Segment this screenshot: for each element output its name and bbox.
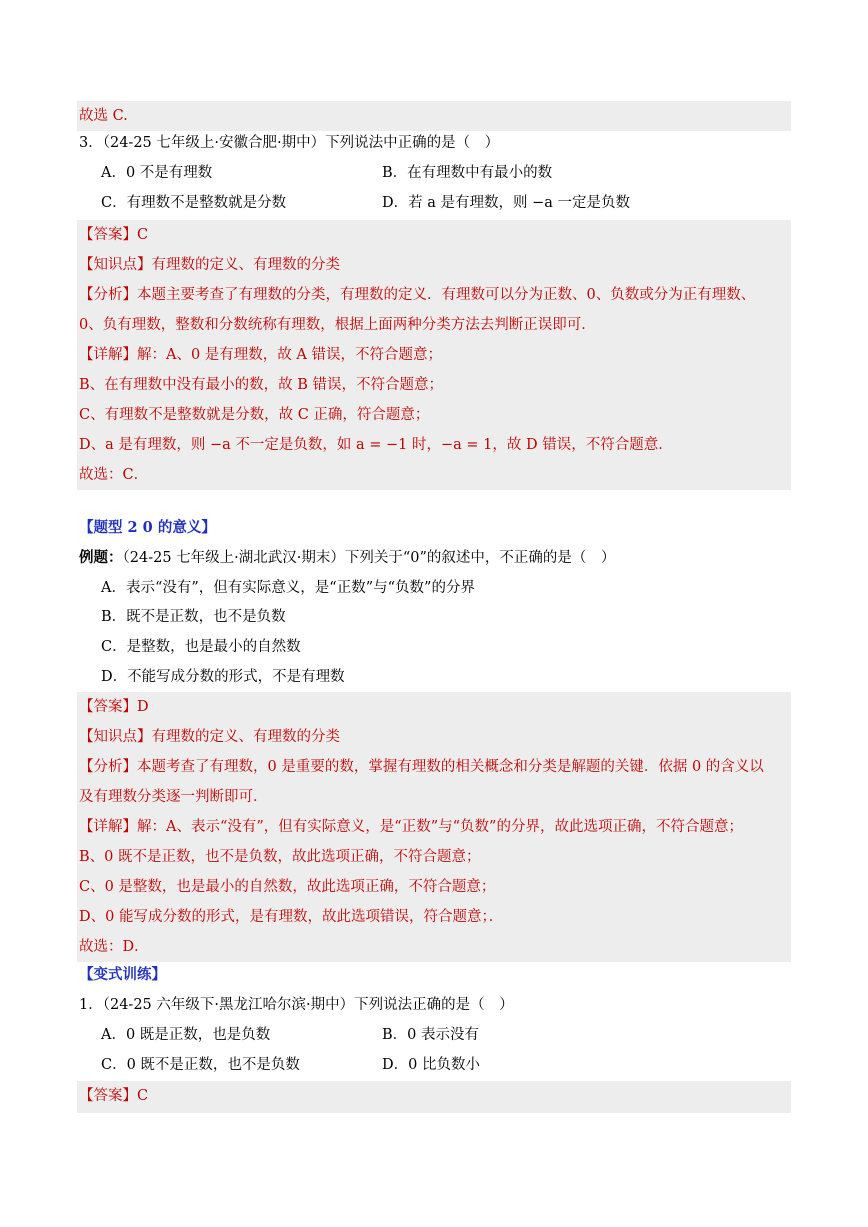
q3-option-d: D．若 a 是有理数，则 −a 一定是负数 [382,195,630,211]
q3-stem: 3．（24-25 七年级上·安徽合肥·期中）下列说法中正确的是（ ） [79,135,500,151]
q3-knowledge: 【知识点】有理数的定义、有理数的分类 [79,257,340,273]
example-option-a: A．表示“没有”，但有实际意义，是“正数”与“负数”的分界 [101,580,475,596]
variant-q1-option-b: B．0 表示没有 [382,1027,479,1043]
example-option-d: D．不能写成分数的形式，不是有理数 [101,669,345,685]
variant-q1-option-a: A．0 既是正数，也是负数 [101,1027,271,1043]
q3-detail-line2: B、在有理数中没有最小的数，故 B 错误，不符合题意； [79,377,444,393]
example-stem-line [79,543,615,573]
q3-solution-block [77,220,791,490]
q3-detail-line1: 【详解】解：A、0 是有理数，故 A 错误，不符合题意； [79,347,442,363]
example-detail-line2: B、0 既不是正数，也不是负数，故此选项正确，不符合题意； [79,849,481,865]
q3-analysis-line1: 【分析】本题主要考查了有理数的分类，有理数的定义．有理数可以分为正数、0、负数或分为正有理数、 [79,287,756,303]
example-conclusion: 故选：D． [79,939,149,955]
variant-q1-answer: 【答案】C [79,1088,149,1104]
example-stem: （24-25 七年级上·湖北武汉·期末）下列关于“0”的叙述中，不正确的是（ ） [122,550,616,566]
variant-q1-option-c: C．0 既不是正数，也不是负数 [101,1057,300,1073]
variant-heading: 【变式训练】 [79,966,166,983]
example-analysis-line2: 及有理数分类逐一判断即可． [79,789,268,805]
variant-q1-option-d: D．0 比负数小 [382,1057,480,1073]
q3-conclusion: 故选：C． [79,467,149,483]
q3-detail-line3: C、有理数不是整数就是分数，故 C 正确，符合题意； [79,407,430,423]
variant-q1-solution-block [77,1081,791,1113]
example-answer: 【答案】D [79,699,149,715]
example-detail-line3: C、0 是整数，也是最小的自然数，故此选项正确，不符合题意； [79,879,496,895]
prev-conclusion: 故选 C. [79,108,128,124]
q3-analysis-line2: 0、负有理数，整数和分数统称有理数，根据上面两种分类方法去判断正误即可． [79,317,596,333]
prev-solution-block [77,101,791,131]
q3-answer: 【答案】C [79,227,149,243]
q3-option-a: A．0 不是有理数 [101,165,213,181]
type2-heading: 【题型 2 0 的意义】 [79,519,216,536]
q3-detail-line4: D、a 是有理数，则 −a 不一定是负数，如 a = −1 时，−a = 1，故 D 错误，不符合题意． [79,437,673,453]
example-solution-block [77,692,791,962]
example-option-b: B．既不是正数，也不是负数 [101,609,286,625]
q3-option-b: B．在有理数中有最小的数 [382,165,553,181]
example-detail-line1: 【详解】解：A、表示“没有”，但有实际意义，是“正数”与“负数”的分界，故此选项正确，不符合题意； [79,819,743,835]
example-knowledge: 【知识点】有理数的定义、有理数的分类 [79,729,340,745]
q3-option-c: C．有理数不是整数就是分数 [101,195,287,211]
variant-q1-stem: 1．（24-25 六年级下·黑龙江哈尔滨·期中）下列说法正确的是（ ） [79,997,514,1013]
example-analysis-line1: 【分析】本题考查了有理数，0 是重要的数，掌握有理数的相关概念和分类是解题的关键．依据 0 的含义以 [79,759,764,775]
example-detail-line4: D、0 能写成分数的形式，是有理数，故此选项错误，符合题意；． [79,909,504,925]
example-label: 例题： [79,549,123,566]
example-option-c: C．是整数，也是最小的自然数 [101,639,301,655]
